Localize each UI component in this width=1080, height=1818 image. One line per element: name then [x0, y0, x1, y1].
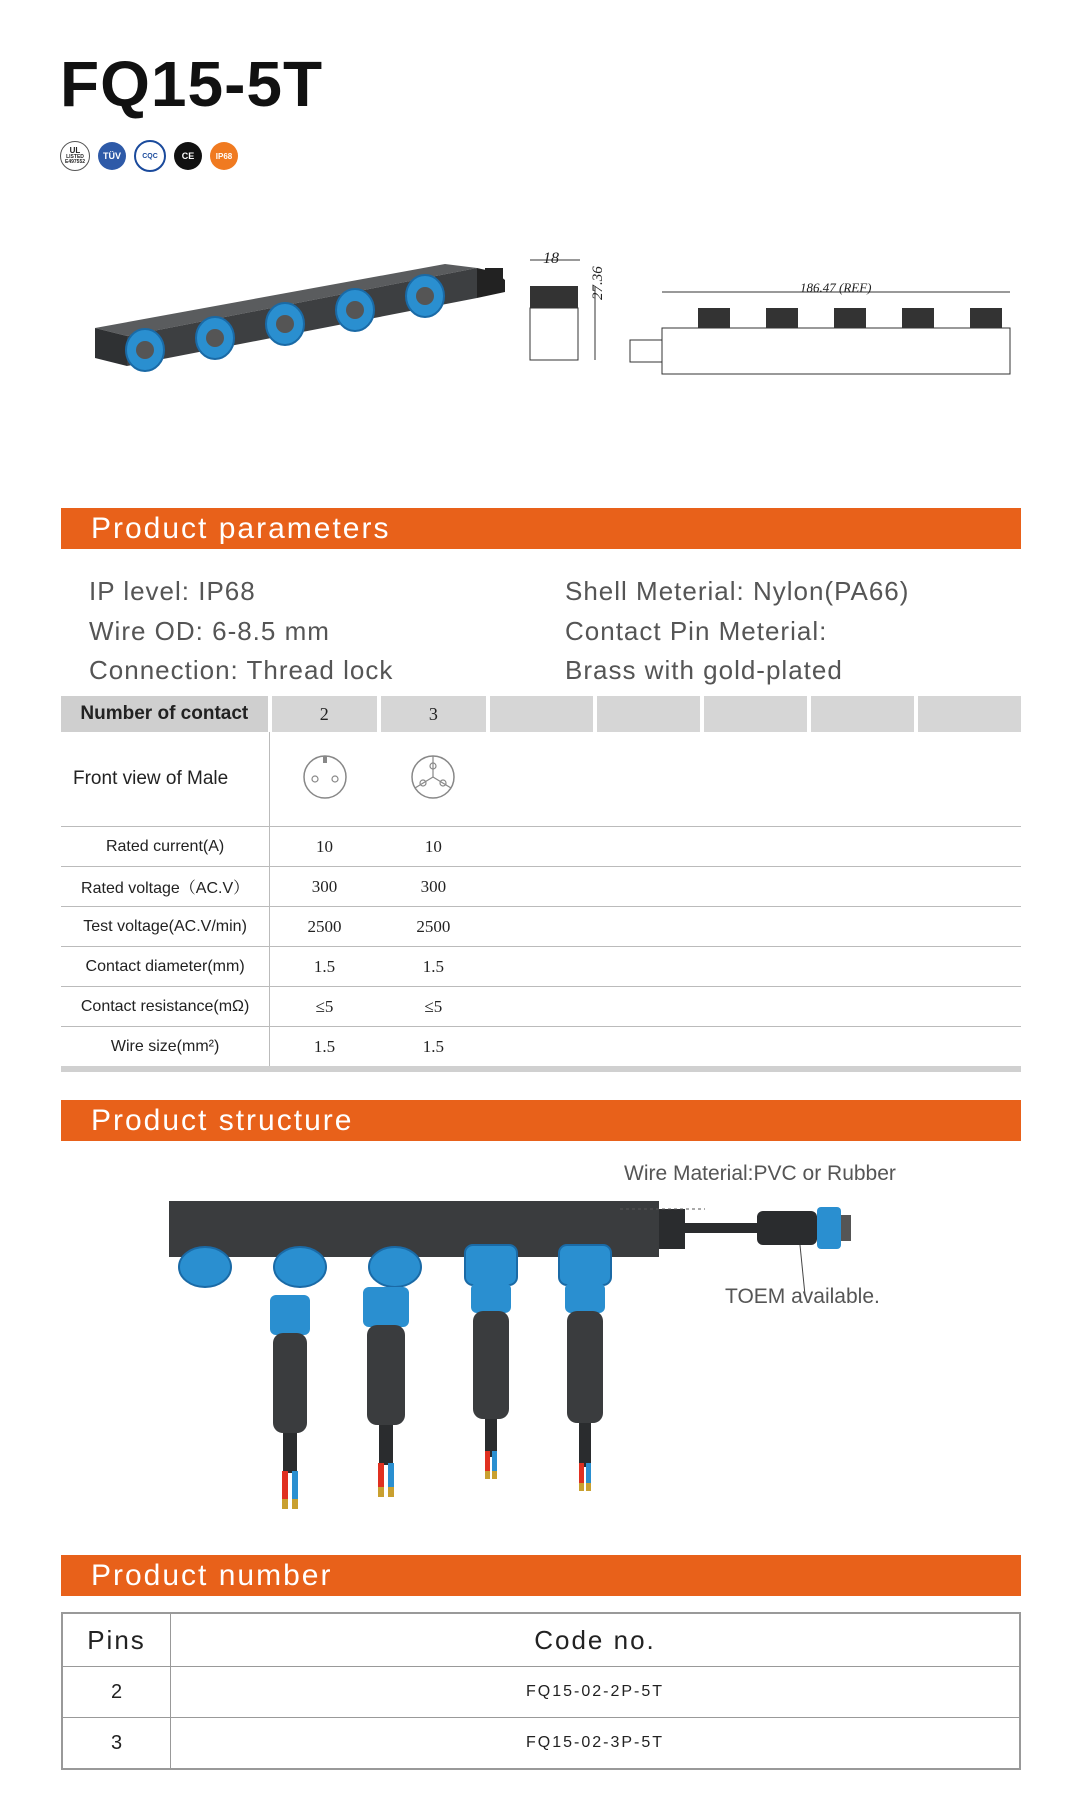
pn-header-code: Code no. [171, 1613, 1021, 1667]
product-number-table [61, 1612, 1021, 1770]
spec-row-test-voltage: Test voltage(AC.V/min) 2500 2500 [61, 907, 1021, 947]
spec-row-contact-diameter: Contact diameter(mm) 1.5 1.5 [61, 947, 1021, 987]
spec-empty-col [595, 696, 702, 732]
ce-logo: CE [174, 142, 202, 170]
front-view-3pin-icon [379, 732, 488, 827]
length-dimension: 186.47 (REF) [800, 280, 872, 295]
ip68-logo: IP68 [210, 142, 238, 170]
spec-empty-col [916, 696, 1021, 732]
pn-row: 2 FQ15-02-2P-5T [62, 1667, 1020, 1718]
spec-header-label: Number of contact [61, 696, 270, 732]
width-dimension: 18 [543, 250, 559, 267]
certification-logos [60, 140, 238, 172]
spec-row-wire-size: Wire size(mm²) 1.5 1.5 [61, 1027, 1021, 1070]
spec-row-rated-voltage: Rated voltage（AC.V） 300 300 [61, 867, 1021, 907]
page-title: FQ15-5T [60, 48, 324, 120]
param-contact-pin-plating: Brass with gold-plated [565, 655, 843, 685]
pn-header-pins: Pins [62, 1613, 171, 1667]
spec-empty-col [702, 696, 809, 732]
pn-row: 3 FQ15-02-3P-5T [62, 1718, 1020, 1770]
height-dimension: 27.36 [590, 266, 606, 300]
section-header-structure: Product structure [61, 1100, 1021, 1141]
section-header-parameters: Product parameters [61, 508, 1021, 549]
structure-photo [165, 1195, 905, 1535]
param-shell-material: Shell Meterial: Nylon(PA66) [565, 576, 910, 606]
spec-table [61, 696, 1021, 1072]
spec-contact-2: 2 [270, 696, 379, 732]
spec-front-view-row [61, 732, 1021, 827]
param-ip-level: IP level: IP68 [89, 576, 256, 606]
spec-row-rated-current: Rated current(A) 10 10 [61, 827, 1021, 867]
param-contact-pin-material: Contact Pin Meterial: [565, 616, 828, 646]
spec-empty-col [809, 696, 916, 732]
spec-empty-col [488, 696, 595, 732]
toem-callout: TOEM available. [725, 1285, 880, 1308]
wire-material-callout: Wire Material:PVC or Rubber [624, 1162, 896, 1185]
spec-front-view-label: Front view of Male [61, 732, 270, 827]
product-photo [85, 250, 505, 390]
cqc-logo: CQC [134, 140, 166, 172]
tuv-logo: TÜV [98, 142, 126, 170]
pn-header-row [62, 1613, 1020, 1667]
ul-listed-logo: UL LISTED E497552 [60, 141, 90, 171]
param-connection: Connection: Thread lock [89, 655, 394, 685]
spec-row-contact-resistance: Contact resistance(mΩ) ≤5 ≤5 [61, 987, 1021, 1027]
front-view-2pin-icon [270, 732, 379, 827]
section-header-number: Product number [61, 1555, 1021, 1596]
spec-header-row [61, 696, 1021, 732]
spec-contact-3: 3 [379, 696, 488, 732]
param-wire-od: Wire OD: 6-8.5 mm [89, 616, 330, 646]
